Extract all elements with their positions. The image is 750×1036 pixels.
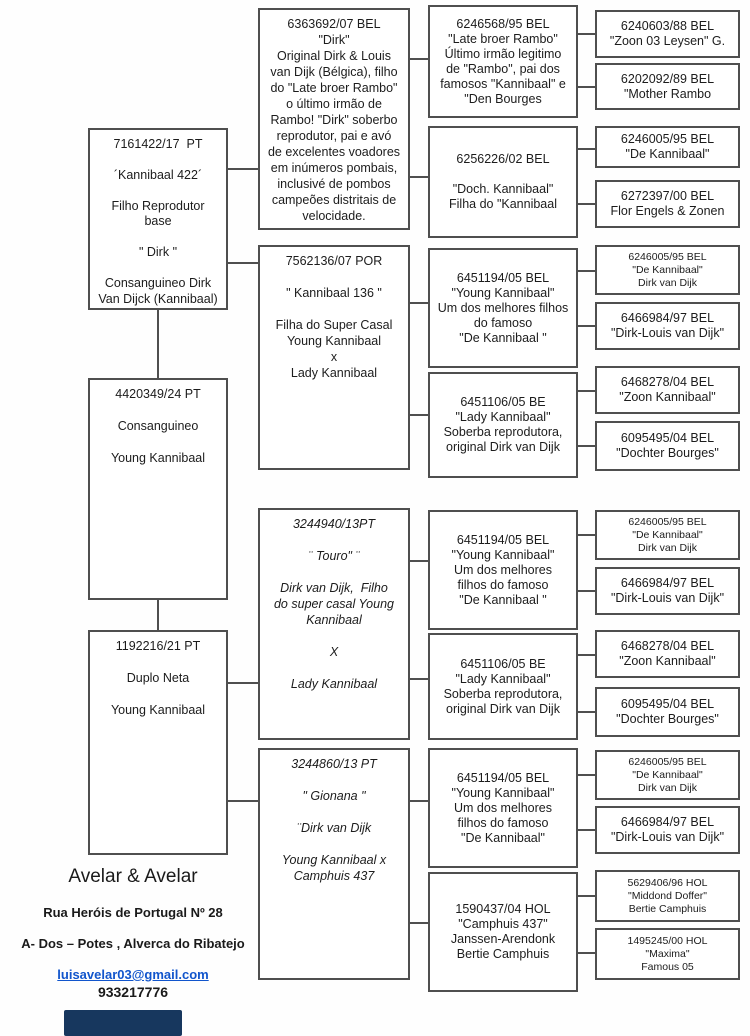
connector-line: [410, 678, 428, 680]
pedigree-box-7161422-17-sire: 7161422/17 PT ´Kannibaal 422´ Filho Reprodutor base " Dirk " Consanguineo Dirk Van Dijck (Kannibaal): [88, 128, 228, 310]
pedigree-box-6451106-05-lady-kannibaal: 6451106/05 BE "Lady Kannibaal" Soberba reprodutora, original Dirk van Dijk: [428, 372, 578, 478]
pedigree-box-6095495-04: 6095495/04 BEL "Dochter Bourges": [595, 421, 740, 471]
connector-line: [228, 262, 258, 264]
pedigree-box-6246005-95: 6246005/95 BEL "De Kannibaal": [595, 126, 740, 168]
pedigree-box-6272397-00: 6272397/00 BEL Flor Engels & Zonen: [595, 180, 740, 228]
pedigree-box-7562136-07-kannibaal-136: 7562136/07 POR " Kannibaal 136 " Filha do Super Casal Young Kannibaal x Lady Kannibaal: [258, 245, 410, 470]
pedigree-box-6466984-97: 6466984/97 BEL "Dirk-Louis van Dijk": [595, 302, 740, 350]
pedigree-box-6466984-97-2: 6466984/97 BEL "Dirk-Louis van Dijk": [595, 567, 740, 615]
connector-line: [578, 952, 595, 954]
pedigree-box-6246568-95-late-broer-rambo: 6246568/95 BEL "Late broer Rambo" Último irmão legitimo de "Rambo", pai dos famosos "Kannibaal" e "Den Bourges: [428, 5, 578, 118]
connector-line: [410, 560, 428, 562]
connector-line: [578, 534, 595, 536]
connector-line: [578, 895, 595, 897]
connector-line: [228, 168, 258, 170]
connector-line: [578, 325, 595, 327]
pedigree-box-6451194-05-young-kannibaal: 6451194/05 BEL "Young Kannibaal" Um dos melhores filhos do famoso "De Kannibaal ": [428, 248, 578, 368]
pedigree-box-6256226-02-doch-kannibaal: 6256226/02 BEL "Doch. Kannibaal" Filha do "Kannibaal: [428, 126, 578, 238]
connector-line: [410, 58, 428, 60]
connector-line: [410, 176, 428, 178]
connector-line: [578, 590, 595, 592]
pedigree-box-6468278-04: 6468278/04 BEL "Zoon Kannibaal": [595, 366, 740, 414]
pedigree-box-3244940-13-touro: 3244940/13PT ¨ Touro" ¨ Dirk van Dijk, Filho do super casal Young Kannibaal X Lady Kannibaal: [258, 508, 410, 740]
pedigree-box-6246005-95-2: 6246005/95 BEL "De Kannibaal" Dirk van Dijk: [595, 245, 740, 295]
connector-line: [228, 800, 258, 802]
pedigree-box-6095495-04-2: 6095495/04 BEL "Dochter Bourges": [595, 687, 740, 737]
pedigree-box-6246005-95-3: 6246005/95 BEL "De Kannibaal" Dirk van Dijk: [595, 510, 740, 560]
connector-line: [578, 270, 595, 272]
connector-line: [578, 148, 595, 150]
loft-name: Avelar & Avelar: [68, 866, 198, 887]
connector-line: [157, 600, 159, 630]
connector-line: [578, 33, 595, 35]
connector-line: [578, 829, 595, 831]
connector-line: [410, 922, 428, 924]
pedigree-box-6451194-05-young-kannibaal-3: 6451194/05 BEL "Young Kannibaal" Um dos melhores filhos do famoso "De Kannibaal": [428, 748, 578, 868]
footer-bar: [64, 1010, 182, 1036]
pedigree-box-6202092-89: 6202092/89 BEL "Mother Rambo: [595, 63, 740, 110]
connector-line: [410, 414, 428, 416]
connector-line: [578, 654, 595, 656]
connector-line: [157, 310, 159, 378]
pedigree-box-6246005-95-4: 6246005/95 BEL "De Kannibaal" Dirk van Dijk: [595, 750, 740, 800]
pedigree-box-6468278-04-2: 6468278/04 BEL "Zoon Kannibaal": [595, 630, 740, 678]
loft-info: [10, 866, 256, 1000]
pedigree-box-6451106-05-lady-kannibaal-2: 6451106/05 BE "Lady Kannibaal" Soberba reprodutora, original Dirk van Dijk: [428, 633, 578, 740]
connector-line: [410, 302, 428, 304]
pedigree-box-6363692-07-dirk: 6363692/07 BEL "Dirk" Original Dirk & Louis van Dijk (Bélgica), filho do "Late broer Rambo" o último irmão de Rambo! "Dirk" soberbo reprodutor, pai e avó de excelentes voadores em inúmeros pombais, inclusivé de pombos campeões distritais de velocidade.: [258, 8, 410, 230]
email-link[interactable]: luisavelar03@gmail.com: [57, 967, 209, 982]
connector-line: [578, 203, 595, 205]
connector-line: [578, 711, 595, 713]
pedigree-box-4420349-24-subject: 4420349/24 PT Consanguineo Young Kannibaal: [88, 378, 228, 600]
pedigree-box-3244860-13-gionana: 3244860/13 PT " Gionana " ¨Dirk van Dijk Young Kannibaal x Camphuis 437: [258, 748, 410, 980]
pedigree-box-1192216-21-dam: 1192216/21 PT Duplo Neta Young Kannibaal: [88, 630, 228, 855]
connector-line: [578, 86, 595, 88]
connector-line: [410, 800, 428, 802]
pedigree-box-1495245-00: 1495245/00 HOL "Maxima" Famous 05: [595, 928, 740, 980]
connector-line: [578, 445, 595, 447]
pedigree-box-6240603-88: 6240603/88 BEL "Zoon 03 Leysen" G.: [595, 10, 740, 58]
pedigree-box-1590437-04-camphuis-437: 1590437/04 HOL "Camphuis 437" Janssen-Arendonk Bertie Camphuis: [428, 872, 578, 992]
address-line-2: A- Dos – Potes , Alverca do Ribatejo: [21, 936, 245, 951]
pedigree-box-6466984-97-3: 6466984/97 BEL "Dirk-Louis van Dijk": [595, 806, 740, 854]
connector-line: [578, 390, 595, 392]
pedigree-box-5629406-96: 5629406/96 HOL "Middond Doffer" Bertie Camphuis: [595, 870, 740, 922]
address-line-1: Rua Heróis de Portugal Nº 28: [43, 905, 223, 920]
pedigree-box-6451194-05-young-kannibaal-2: 6451194/05 BEL "Young Kannibaal" Um dos melhores filhos do famoso "De Kannibaal ": [428, 510, 578, 630]
connector-line: [578, 774, 595, 776]
connector-line: [228, 682, 258, 684]
phone-number: 933217776: [97, 984, 169, 1000]
